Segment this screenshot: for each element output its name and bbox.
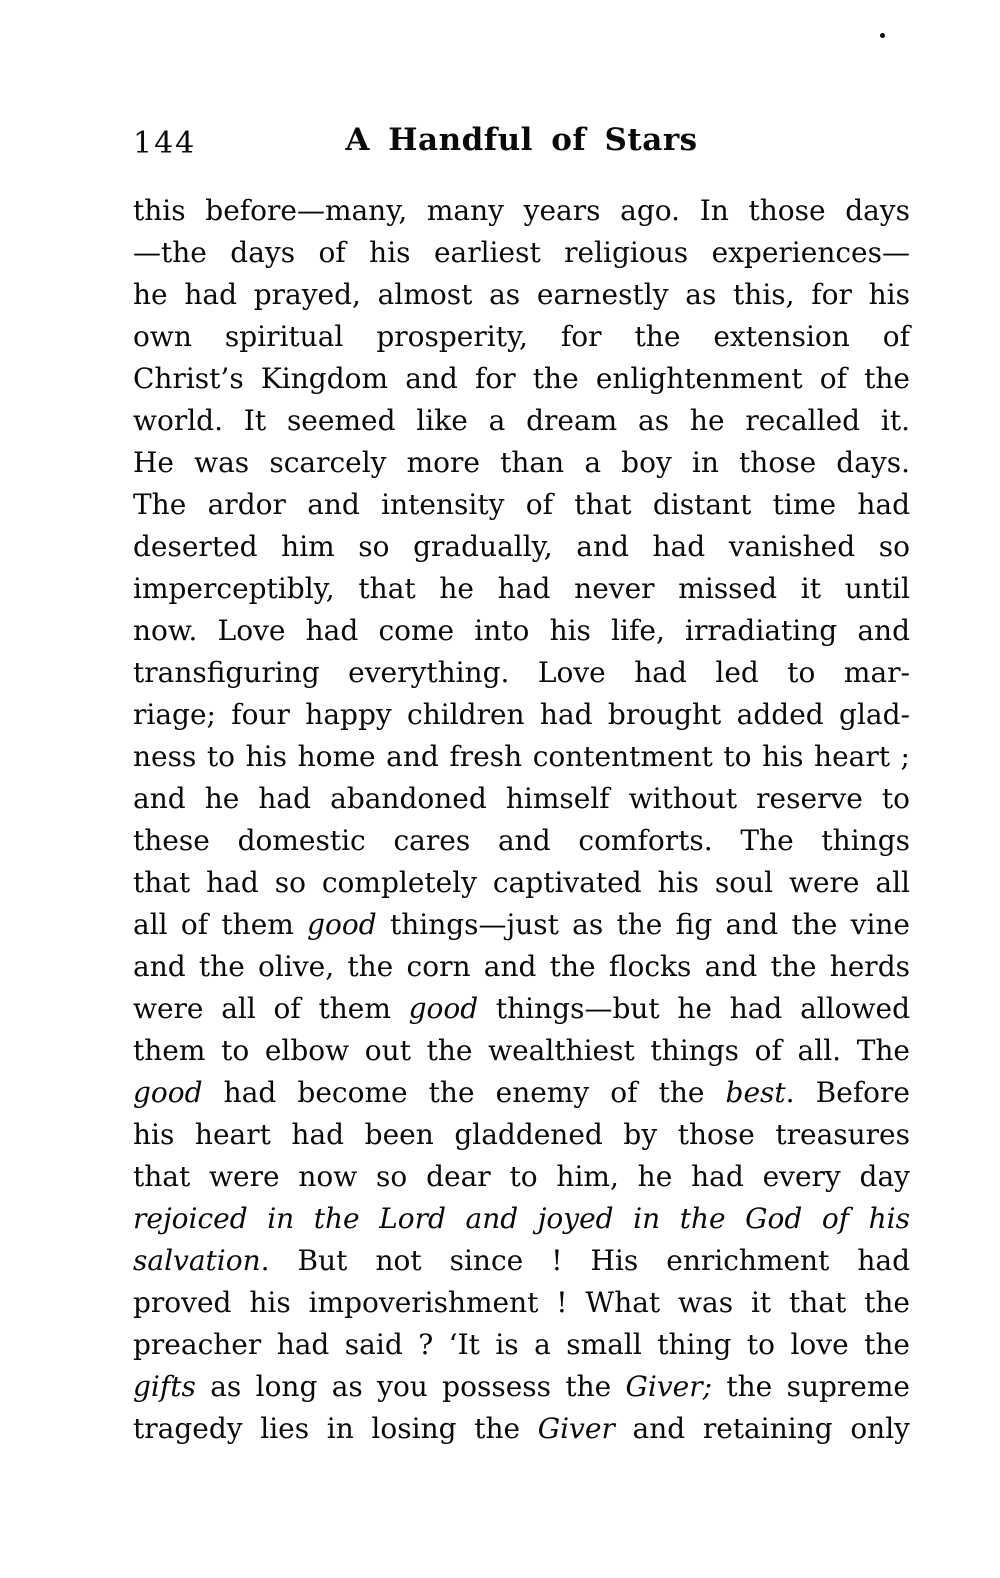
text-line bbox=[133, 652, 910, 694]
text-segment: transfiguring everything. Love had led to mar- bbox=[133, 656, 910, 689]
italic-text-segment: Giver; bbox=[625, 1370, 713, 1403]
text-line bbox=[133, 736, 910, 778]
text-segment: deserted him so gradually, and had vanished so bbox=[133, 530, 910, 563]
italic-text-segment: rejoiced in the Lord and joyed in the God of his bbox=[133, 1202, 910, 1235]
italic-text-segment: salvation bbox=[133, 1244, 261, 1277]
text-line bbox=[133, 316, 910, 358]
text-line bbox=[133, 1030, 910, 1072]
running-title: A Handful of Stars bbox=[345, 122, 698, 158]
italic-text-segment: gifts bbox=[133, 1370, 196, 1403]
text-line bbox=[133, 904, 910, 946]
text-segment: and the olive, the corn and the flocks and the herds bbox=[133, 950, 910, 983]
text-line bbox=[133, 694, 910, 736]
text-segment: had become the enemy of the bbox=[202, 1076, 726, 1109]
text-segment: things—but he had allowed bbox=[478, 992, 910, 1025]
text-line bbox=[133, 610, 910, 652]
text-line bbox=[133, 946, 910, 988]
text-line bbox=[133, 274, 910, 316]
text-segment: tragedy lies in losing the bbox=[133, 1412, 538, 1445]
text-line bbox=[133, 862, 910, 904]
text-segment: these domestic cares and comforts. The things bbox=[133, 824, 910, 857]
text-line bbox=[133, 442, 910, 484]
page-number: 144 bbox=[133, 126, 197, 161]
text-segment: the supreme bbox=[712, 1370, 910, 1403]
italic-text-segment: best bbox=[725, 1076, 786, 1109]
text-line bbox=[133, 1282, 910, 1324]
text-line bbox=[133, 400, 910, 442]
text-segment: . But not since ! His enrichment had bbox=[260, 1244, 910, 1277]
text-segment: he had prayed, almost as earnestly as this, for his bbox=[133, 278, 910, 311]
italic-text-segment: Giver bbox=[537, 1412, 615, 1445]
text-line bbox=[133, 1156, 910, 1198]
text-segment: that were now so dear to him, he had every day bbox=[133, 1160, 910, 1193]
text-segment: proved his impoverishment ! What was it that the bbox=[133, 1286, 910, 1319]
text-segment: The ardor and intensity of that distant time had bbox=[133, 488, 910, 521]
text-line bbox=[133, 232, 910, 274]
text-segment: his heart had been gladdened by those treasures bbox=[133, 1118, 910, 1151]
text-line bbox=[133, 1114, 910, 1156]
text-segment: world. It seemed like a dream as he recalled it. bbox=[133, 404, 910, 437]
text-segment: now. Love had come into his life, irradiating and bbox=[133, 614, 910, 647]
text-line bbox=[133, 1408, 910, 1450]
text-segment: preacher had said ? ‘It is a small thing to love the bbox=[133, 1328, 910, 1361]
text-line bbox=[133, 1324, 910, 1366]
text-segment: imperceptibly, that he had never missed it until bbox=[133, 572, 910, 605]
text-line bbox=[133, 484, 910, 526]
text-segment: and he had abandoned himself without reserve to bbox=[133, 782, 910, 815]
italic-text-segment: good bbox=[408, 992, 479, 1025]
text-line bbox=[133, 526, 910, 568]
text-segment: them to elbow out the wealthiest things of all. The bbox=[133, 1034, 910, 1067]
text-segment: riage; four happy children had brought added glad- bbox=[133, 698, 910, 731]
text-segment: that had so completely captivated his soul were all bbox=[133, 866, 910, 899]
text-segment: and retaining only bbox=[614, 1412, 910, 1445]
text-segment: this before—many, many years ago. In those days bbox=[133, 194, 910, 227]
text-line bbox=[133, 1240, 910, 1282]
text-segment: Christ’s Kingdom and for the enlightenment of the bbox=[133, 362, 910, 395]
text-line bbox=[133, 1072, 910, 1114]
text-segment: as long as you possess the bbox=[195, 1370, 626, 1403]
text-segment: . Before bbox=[785, 1076, 910, 1109]
text-line bbox=[133, 1366, 910, 1408]
text-segment: were all of them bbox=[133, 992, 409, 1025]
text-segment: own spiritual prosperity, for the extension of bbox=[133, 320, 910, 353]
text-line bbox=[133, 568, 910, 610]
text-segment: all of them bbox=[133, 908, 308, 941]
text-segment: He was scarcely more than a boy in those days. bbox=[133, 446, 910, 479]
text-segment: —the days of his earliest religious experiences— bbox=[133, 236, 910, 269]
text-segment: things—just as the fig and the vine bbox=[376, 908, 911, 941]
text-line bbox=[133, 988, 910, 1030]
text-line bbox=[133, 820, 910, 862]
italic-text-segment: good bbox=[133, 1076, 203, 1109]
text-line bbox=[133, 190, 910, 232]
text-line bbox=[133, 778, 910, 820]
italic-text-segment: good bbox=[307, 908, 377, 941]
text-line bbox=[133, 358, 910, 400]
text-line bbox=[133, 1198, 910, 1240]
ink-speck bbox=[880, 33, 885, 38]
body-text bbox=[133, 190, 910, 1450]
text-segment: ness to his home and fresh contentment to his heart ; bbox=[133, 740, 910, 773]
